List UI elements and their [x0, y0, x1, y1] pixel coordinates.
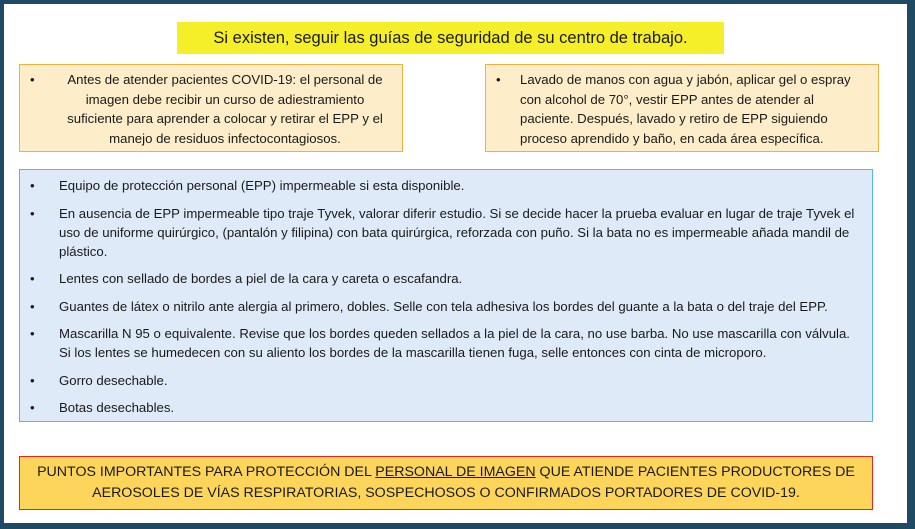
list-item-text: En ausencia de EPP impermeable tipo traje Tyvek, valorar diferir estudio. Si se decide hacer la prueba evaluar en lugar de traje Tyvek el uso de uniforme quirúrgico, (pantalón y filipina) con bata quirúrgica, reforzada con puño. Si la bata no es impermeable añada mandil de plástico. [59, 205, 855, 259]
infographic-page [4, 4, 907, 523]
note-handwashing-text: Lavado de manos con agua y jabón, aplicar gel o espray con alcohol de 70°, vestir EPP antes de atender al paciente. Después, lavado y retiro de EPP siguiendo proceso aprendido y baño, en cada área específica. [520, 72, 851, 146]
list-item-text: Botas desechables. [59, 400, 175, 415]
list-item [30, 204, 862, 261]
list-item [30, 324, 862, 362]
footer-underlined-text: PERSONAL DE IMAGEN [375, 464, 536, 480]
bullet-marker: • [30, 298, 35, 314]
bullet-marker: • [30, 400, 35, 415]
footer-text-part: QUE ATIENDE PACIENTES PRODUCTORES DE [535, 464, 855, 480]
list-item [30, 371, 862, 390]
bullet-marker: • [30, 72, 35, 87]
page-title-text: Si existen, seguir las guías de seguridad de su centro de trabajo. [213, 28, 688, 47]
list-item [30, 269, 862, 288]
bullet-marker: • [30, 205, 35, 221]
list-item [30, 398, 862, 417]
list-item [30, 297, 862, 316]
note-training-text: Antes de atender pacientes COVID-19: el personal de imagen debe recibir un curso de adiestramiento suficiente para aprender a colocar y retirar el EPP y el manejo de residuos infectocontagiosos. [67, 72, 383, 146]
footer-line-2: AEROSOLES DE VÍAS RESPIRATORIAS, SOSPECHOSOS O CONFIRMADOS PORTADORES DE COVID-19. [92, 485, 800, 501]
equipment-list-box [19, 169, 873, 422]
list-item [30, 176, 862, 195]
list-item-text: Mascarilla N 95 o equivalente. Revise que los bordes queden sellados a la piel de la cara, no use barba. No use mascarilla con válvula. Si los lentes se humedecen con su aliento los bordes de la mascarilla tienen fuga, selle entonces con cinta de microporo. [59, 326, 850, 360]
footer-text-part: PUNTOS IMPORTANTES PARA PROTECCIÓN DEL [37, 464, 376, 480]
note-handwashing [485, 64, 879, 152]
bullet-marker: • [30, 326, 35, 341]
page-title [177, 22, 724, 54]
list-item-text: Guantes de látex o nitrilo ante alergia al primero, dobles. Selle con tela adhesiva los bordes del guante a la bata o del traje del EPP. [59, 298, 828, 314]
list-item-text: Lentes con sellado de bordes a piel de la cara y careta o escafandra. [59, 271, 463, 286]
footer-line-1 [37, 462, 855, 483]
equipment-list [30, 176, 862, 417]
bullet-marker: • [30, 372, 35, 388]
list-item-text: Gorro desechable. [59, 372, 168, 388]
bullet-marker: • [30, 271, 35, 286]
bullet-marker: • [496, 72, 501, 87]
list-item-text: Equipo de protección personal (EPP) impermeable si esta disponible. [59, 178, 465, 193]
bullet-marker: • [30, 178, 35, 193]
footer-banner [19, 456, 873, 510]
note-training [19, 64, 403, 152]
